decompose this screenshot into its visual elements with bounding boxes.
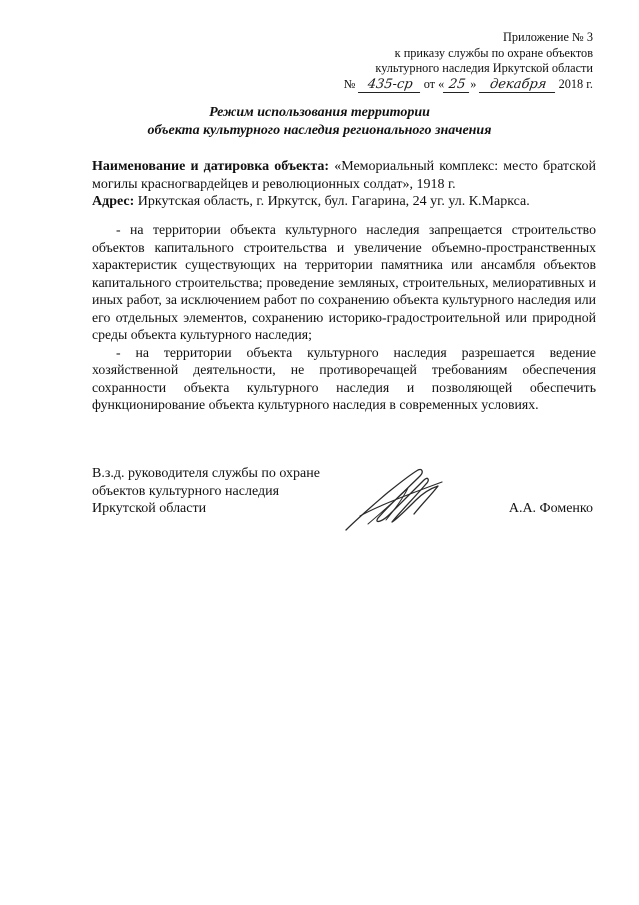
appendix-header (344, 30, 593, 93)
title-line-2: объекта культурного наследия регионального значения (147, 123, 492, 138)
regime-body (92, 221, 596, 414)
signatory-position-line-3: Иркутской области (92, 501, 207, 516)
date-year: 2018 г. (558, 76, 593, 91)
date-from: от « (423, 76, 445, 91)
object-address-paragraph (92, 193, 596, 211)
signatory-position (92, 465, 320, 518)
object-address-label: Адрес: (92, 194, 135, 209)
handwritten-signature (338, 466, 448, 536)
object-info (92, 158, 596, 211)
object-name-paragraph (92, 158, 596, 193)
title-line-1: Режим использования территории (209, 105, 430, 120)
regime-permitted: - на территории объекта культурного наследия разрешается ведение хозяйственной деятельности, не противоречащей требованиям обеспечения сохранности объекта культурного наследия и позволяющей обеспечить функционирование объекта культурного наследия в современных условиях. (92, 344, 596, 412)
appendix-order-number-date (344, 77, 593, 93)
handwritten-month: декабря (478, 78, 556, 93)
handwritten-order-number: 435-ср (358, 78, 422, 93)
appendix-agency: культурного наследия Иркутской области (375, 61, 593, 75)
document-title (0, 104, 639, 140)
object-name-label: Наименование и датировка объекта: (92, 159, 330, 174)
regime-prohibited: - на территории объекта культурного наследия запрещается строительство объектов капитального строительства и увеличение объемно-пространственных характеристик существующих на территории памятника или ансамбля объектов капитального строительства; проведение земляных, строительных, мелиоративных и иных работ, за исключением работ по сохранению объекта культурного наследия или его отдельных элементов, сохранению историко-градостроительной или природной среды объекта культурного наследия; (92, 222, 596, 342)
signatory-position-line-2: объектов культурного наследия (92, 483, 280, 499)
date-quote-close: » (470, 76, 477, 91)
object-name-value: «Мемориальный комплекс: место братской могилы красногвардейцев и революционных солдат», 1918 г. (92, 159, 597, 192)
signatory-name: А.А. Фоменко (508, 501, 593, 516)
handwritten-day: 25 (443, 78, 471, 93)
appendix-order-ref: к приказу службы по охране объектов (394, 45, 593, 60)
object-address-value: Иркутская область, г. Иркутск, бул. Гагарина, 24 уг. ул. К.Маркса. (137, 194, 530, 209)
appendix-title: Приложение № 3 (502, 30, 593, 44)
number-sign: № (343, 76, 356, 91)
signatory-position-line-1: В.з.д. руководителя службы по охране (92, 466, 320, 481)
